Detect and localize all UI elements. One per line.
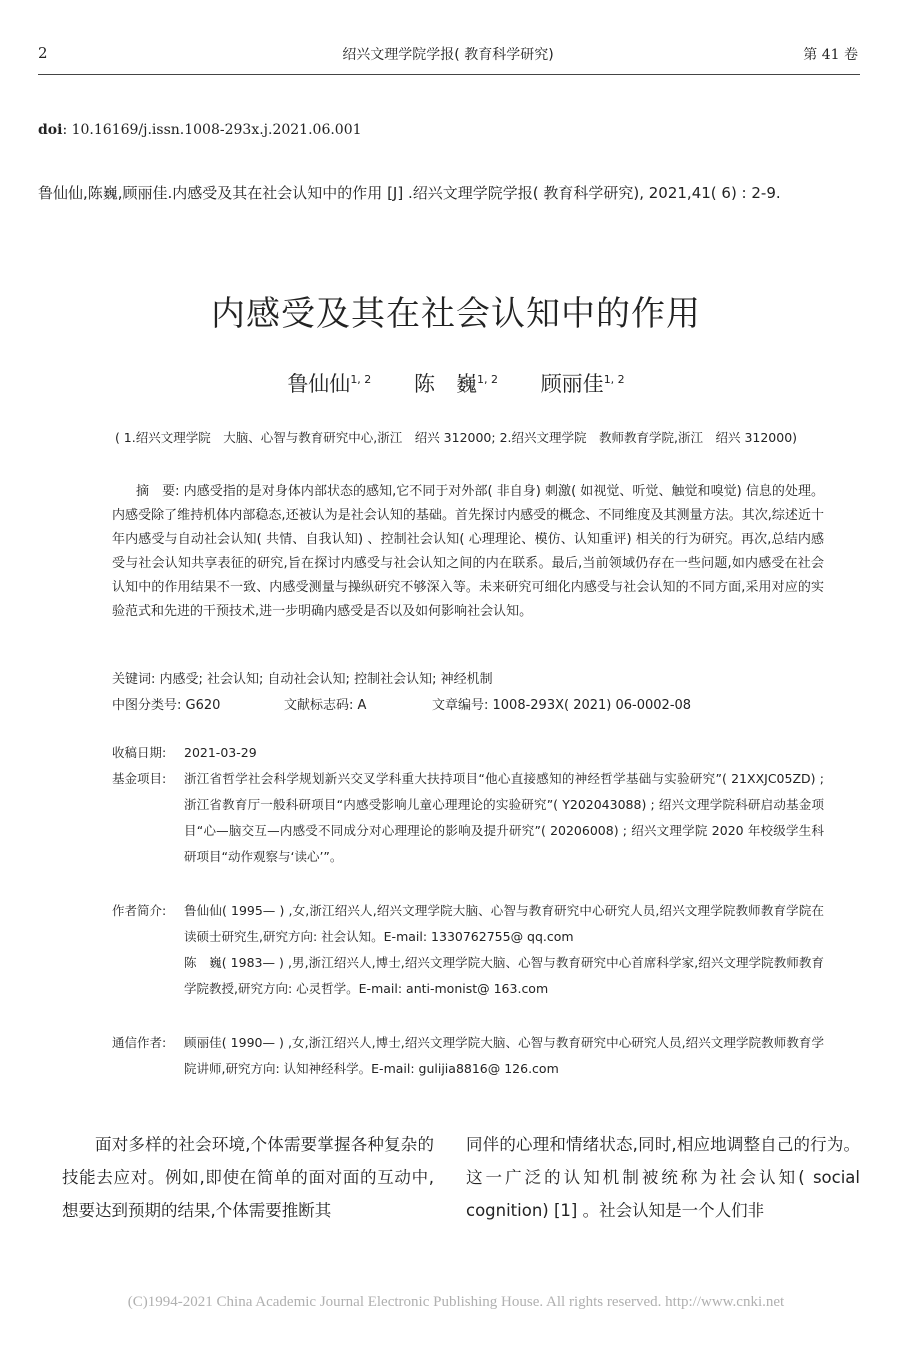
volume-label: 第 41 卷 (803, 47, 858, 63)
doi-value: : 10.16169/j.issn.1008-293x.j.2021.06.001 (62, 122, 362, 138)
article-number: 文章编号: 1008-293X( 2021) 06-0002-08 (432, 698, 692, 713)
doi-line (38, 122, 362, 138)
abstract (112, 480, 824, 624)
author: 陈 巍$^{1, 2}$ (414, 372, 498, 396)
running-header (38, 40, 858, 70)
author: 顾丽佳$^{1, 2}$ (540, 372, 625, 396)
body-column-left: 面对多样的社会环境,个体需要掌握各种复杂的技能去应对。例如,即使在简单的面对面的互动中,想要达到预期的结果,个体需要推断其 (62, 1135, 434, 1220)
author-bio: 作者简介: 鲁仙仙( 1995— ) ,女,浙江绍兴人,绍兴文理学院大脑、心智与教育研究中心研究人员,绍兴文理学院教师教育学院在读硕士研究生,研究方向: 社会认知。E-mail: 1330762755@ qq.com 陈 巍( 1983— ) ,男,浙江绍兴人,博士,绍兴文理学院大脑、心智与教育研究中心首席科学家,绍兴文理学院教师教育学院教授,研究方向: 心灵哲学。E-mail: anti-monist@ 163.com (112, 898, 824, 1002)
author-list (0, 368, 912, 398)
citation: 鲁仙仙,陈巍,顾丽佳.内感受及其在社会认知中的作用 [J] .绍兴文理学院学报( 教育科学研究), 2021,41( 6) : 2-9. (38, 184, 781, 202)
received-date: 收稿日期: 2021-03-29 (112, 745, 257, 760)
fund-info: 基金项目: 浙江省哲学社会科学规划新兴交叉学科重大扶持项目“他心直接感知的神经哲学基础与实验研究”( 21XXJC05ZD) ; 浙江省教育厅一般科研项目“内感受影响儿童心理理论的实验研究”( Y202043088) ; 绍兴文理学院科研启动基金项目“心—脑交互—内感受不同成分对心理理论的影响及提升研究”( 20206008) ; 绍兴文理学院 2020 年校级学生科研项目“动作观察与‘读心’”。 (112, 771, 824, 864)
keywords-label: 关键词: (112, 672, 156, 687)
document-code: 文献标志码: A (284, 698, 367, 713)
abstract-label: 摘 要: (136, 484, 180, 499)
journal-name: 绍兴文理学院学报( 教育科学研究) (342, 47, 554, 63)
author-bio-2: 陈 巍( 1983— ) ,男,浙江绍兴人,博士,绍兴文理学院大脑、心智与教育研究中心首席科学家,绍兴文理学院教师教育学院教授,研究方向: 心灵哲学。E-mail: anti-monist@ 163.com (184, 955, 824, 996)
keywords-text: 内感受; 社会认知; 自动社会认知; 控制社会认知; 神经机制 (159, 672, 493, 687)
abstract-text: 内感受指的是对身体内部状态的感知,它不同于对外部( 非自身) 刺激( 如视觉、听觉、触觉和嗅觉) 信息的处理。内感受除了维持机体内部稳态,还被认为是社会认知的基础。首先探讨内感受的概念、不同维度及其测量方法。其次,综述近十年内感受与自动社会认知( 共情、自我认知) 、控制社会认知( 心理理论、模仿、认知重评) 相关的行为研究。再次,总结内感受与社会认知共享表征的研究,旨在探讨内感受与社会认知之间的内在联系。最后,当前领域仍存在一些问题,如内感受在社会认知中的作用结果不一致、内感受测量与操纵研究不够深入等。未来研究可细化内感受与社会认知的不同方面,采用对应的实验范式和先进的干预技术,进一步明确内感受是否以及如何影响社会认知。 (112, 484, 824, 619)
page-number: 2 (38, 44, 48, 62)
header-rule (38, 74, 860, 75)
body-column-right: 同伴的心理和情绪状态,同时,相应地调整自己的行为。这一广泛的认知机制被统称为社会认知( social cognition) [1] 。社会认知是一个人们非 (466, 1135, 860, 1220)
clc-number: 中图分类号: G620 (112, 698, 221, 713)
keywords (112, 668, 824, 687)
copyright-footer: (C)1994-2021 China Academic Journal Electronic Publishing House. All rights reserved. http://www.cnki.net (127, 1294, 785, 1310)
article-title: 内感受及其在社会认知中的作用 (211, 294, 701, 334)
corresponding-author: 通信作者: 顾丽佳( 1990— ) ,女,浙江绍兴人,博士,绍兴文理学院大脑、心智与教育研究中心研究人员,绍兴文理学院教师教育学院讲师,研究方向: 认知神经科学。E-mail: gulijia8816@ 126.com (112, 1035, 824, 1076)
classification-line (112, 694, 824, 713)
author-bio-1: 鲁仙仙( 1995— ) ,女,浙江绍兴人,绍兴文理学院大脑、心智与教育研究中心研究人员,绍兴文理学院教师教育学院在读硕士研究生,研究方向: 社会认知。E-mail: 1330762755@ qq.com (184, 903, 824, 944)
affiliation: ( 1.绍兴文理学院 大脑、心智与教育研究中心,浙江 绍兴 312000; 2.绍兴文理学院 教师教育学院,浙江 绍兴 312000) (114, 430, 798, 445)
author: 鲁仙仙$^{1, 2}$ (287, 372, 372, 396)
doi-label: doi (38, 122, 63, 138)
